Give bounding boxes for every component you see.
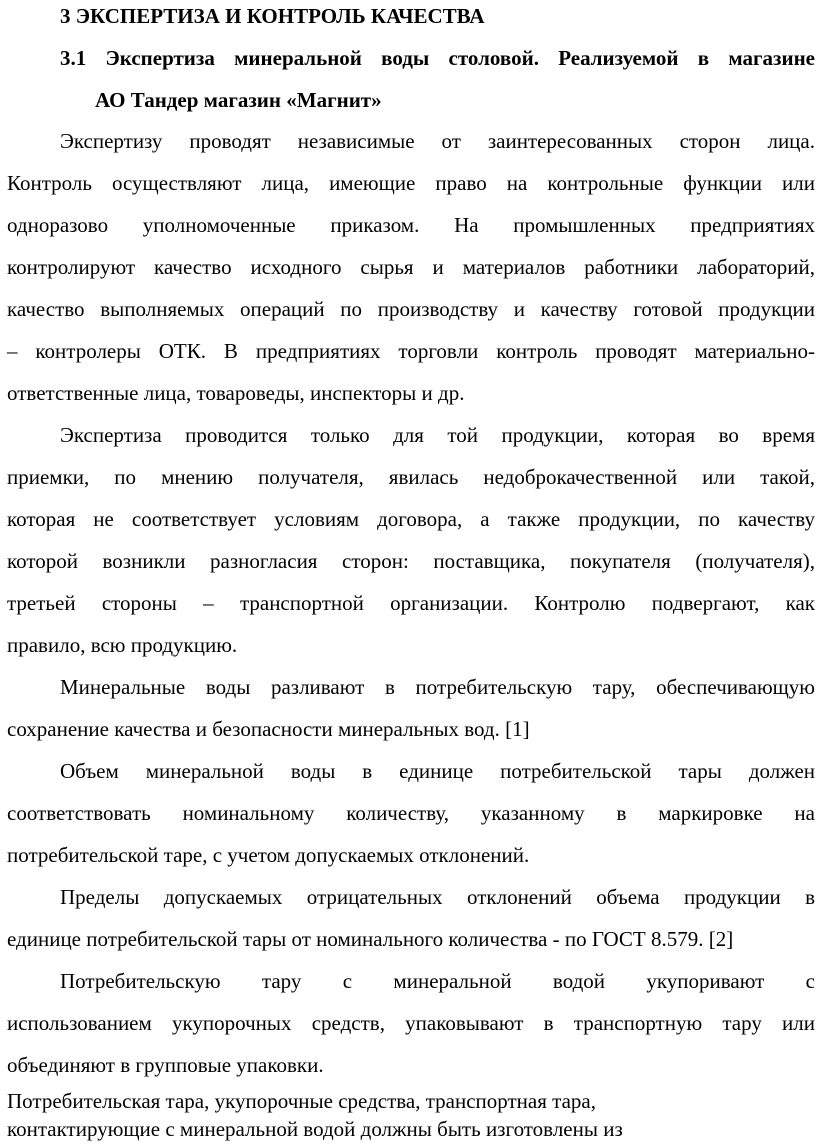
subsection-heading-line-2: АО Тандер магазин «Магнит» <box>95 88 382 112</box>
paragraph-line: контролируют качество исходного сырья и материалов работники лабораторий, <box>7 255 815 279</box>
paragraph-line: третьей стороны – транспортной организации. Контролю подвергают, как <box>7 591 815 615</box>
paragraph-line: Потребительская тара, укупорочные средства, транспортная тара, <box>7 1089 596 1113</box>
paragraph-line: потребительской таре, с учетом допускаемых отклонений. <box>7 843 530 867</box>
paragraph-line: единице потребительской тары от номинального количества - по ГОСТ 8.579. [2] <box>7 927 734 951</box>
paragraph-line: Минеральные воды разливают в потребительскую тару, обеспечивающую <box>60 675 815 699</box>
paragraph-line: контактирующие с минеральной водой должны быть изготовлены из <box>7 1117 623 1141</box>
paragraph-line: Пределы допускаемых отрицательных отклонений объема продукции в <box>60 885 815 909</box>
paragraph-line: Экспертиза проводится только для той продукции, которая во время <box>60 423 815 447</box>
paragraph-line: использованием укупорочных средств, упаковывают в транспортную тару или <box>7 1011 815 1035</box>
paragraph-line: которая не соответствует условиям договора, а также продукции, по качеству <box>7 507 815 531</box>
paragraph-line: соответствовать номинальному количеству, указанному в маркировке на <box>7 801 815 825</box>
paragraph-line: приемки, по мнению получателя, явилась недоброкачественной или такой, <box>7 465 815 489</box>
paragraph-line: одноразово уполномоченные приказом. На промышленных предприятиях <box>7 213 815 237</box>
section-heading: 3 ЭКСПЕРТИЗА И КОНТРОЛЬ КАЧЕСТВА <box>60 4 485 28</box>
paragraph-line: – контролеры ОТК. В предприятиях торговли контроль проводят материально- <box>7 339 815 363</box>
paragraph-line: Потребительскую тару с минеральной водой укупоривают с <box>60 969 815 993</box>
paragraph-line: Экспертизу проводят независимые от заинтересованных сторон лица. <box>60 129 815 153</box>
paragraph-line: ответственные лица, товароведы, инспекторы и др. <box>7 381 465 405</box>
paragraph-line: Объем минеральной воды в единице потребительской тары должен <box>60 759 815 783</box>
subsection-heading-line-1: 3.1 Экспертиза минеральной воды столовой. Реализуемой в магазине <box>60 46 815 70</box>
paragraph-line: которой возникли разногласия сторон: поставщика, покупателя (получателя), <box>7 549 815 573</box>
paragraph-line: правило, всю продукцию. <box>7 633 238 657</box>
paragraph-line: объединяют в групповые упаковки. <box>7 1053 324 1077</box>
paragraph-line: качество выполняемых операций по производству и качеству готовой продукции <box>7 297 815 321</box>
paragraph-line: Контроль осуществляют лица, имеющие право на контрольные функции или <box>7 171 815 195</box>
paragraph-line: сохранение качества и безопасности минеральных вод. [1] <box>7 717 530 741</box>
